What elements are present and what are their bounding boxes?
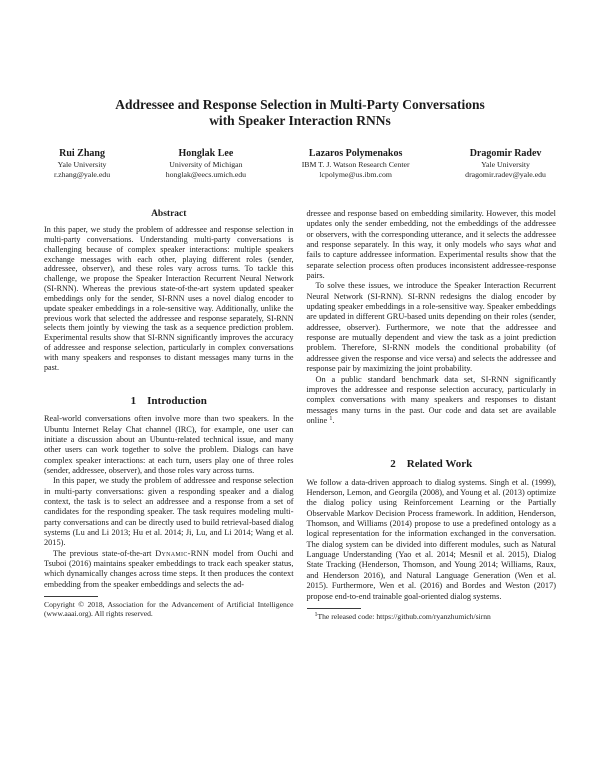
paragraph: Real-world conversations often involve more than two speakers. In the Ubuntu Internet Relay Chat channel (IRC), for example, one user can initiate a discussion about an Ubuntu-related technical issue, and many other users can work together to solve the problem. Dialogs can have complex speaker interactions: at each turn, users play one of three roles (sender, addressee, observer), and those roles vary across turns. — [44, 414, 294, 475]
author-name: Honglak Lee — [178, 148, 234, 159]
right-column — [307, 209, 557, 621]
author-block — [166, 148, 246, 179]
copyright-footnote — [44, 596, 294, 619]
author-affiliation: Yale University — [481, 160, 530, 169]
author-affiliation: University of Michigan — [169, 160, 243, 169]
paper-title-line1: Addressee and Response Selection in Multi-Party Conversations — [115, 97, 485, 112]
section-title: Related Work — [406, 458, 473, 471]
paragraph: To solve these issues, we introduce the Speaker Interaction Recurrent Neural Network (SI-RNN). SI-RNN redesigns the dialog encoder by updating speaker embeddings in a role-sensitive way. Speaker embeddings are updated in different GRU-based units depending on their roles (sender, addressee, observer). Furthermore, we note that the addressee and response are mutually dependent and view the task as a joint prediction problem. Therefore, SI-RNN models the conditional probability (of addressee given the response and vice versa) and selects the addressee and response pair by maximizing the joint probability. — [306, 281, 556, 374]
author-email: dragomir.radev@yale.edu — [465, 169, 546, 179]
paper-title-line2: with Speaker Interaction RNNs — [209, 112, 391, 128]
paper-title — [65, 97, 535, 128]
author-email: r.zhang@yale.edu — [54, 169, 111, 179]
author-name: Dragomir Radev — [469, 148, 542, 159]
section-heading-related-work — [307, 458, 557, 471]
two-column-body — [44, 209, 556, 621]
author-email: honglak@eecs.umich.edu — [165, 169, 247, 179]
footnote-rule — [44, 596, 98, 597]
released-code-footnote — [307, 608, 557, 621]
section-number: 1 — [130, 394, 137, 407]
paragraph: On a public standard benchmark data set, SI-RNN significantly improves the addressee and response selection accuracy, particularly in complex conversations with many speakers and responses to distant messages many turns in the past. Our code and data set are available online $^1$. — [306, 374, 556, 425]
abstract-heading: Abstract — [151, 209, 187, 219]
author-affiliation: Yale University — [57, 160, 107, 169]
paragraph: The previous state-of-the-art Dynamic-RNN model from Ouchi and Tsuboi (2016) maintains speaker embeddings to track each speaker status, which dynamically changes across time steps. It then produces the context embedding from the speaker embeddings and selects the ad- — [44, 548, 294, 589]
paragraph: dressee and response based on embedding similarity. However, this model updates only the sender embedding, not the embeddings of the addressee or observers, with the corresponding utterance, and it selects the addressee and response separately. In this way, it only models who says what and fails to capture addressee information. Experimental results show that the separate selection process often produces inconsistent addressee-response pairs. — [306, 209, 557, 281]
footnote-rule — [307, 608, 361, 609]
author-block — [465, 148, 546, 179]
author-email: lcpolyme@us.ibm.com — [319, 169, 392, 179]
left-column — [44, 209, 294, 621]
author-block — [302, 148, 410, 179]
paragraph: In this paper, we study the problem of addressee and response selection in multi-party conversations: given a responding speaker and a dialog context, the task is to select an addressee and a response from a set of candidates for the responding speaker. The task requires modeling multi-party conversations and can be directly used to build retrieval-based dialog systems (Lu and Li 2013; Hu et al. 2014; Ji, Lu, and Li 2014; Wang et al. 2015). — [44, 476, 294, 548]
section-heading-introduction — [44, 395, 294, 408]
author-block — [54, 148, 110, 179]
author-row — [54, 148, 546, 179]
copyright-note: Copyright © 2018, Association for the Advancement of Artificial Intelligence (www.aaai.org). All rights reserved. — [44, 600, 294, 619]
abstract-text: In this paper, we study the problem of addressee and response selection in multi-party conversations. Understanding multi-party conversations is challenging because of complex speaker interactions: multiple speakers exchange messages with each other, playing different roles (sender, addressee, observer), and these roles vary across turns. To tackle this challenge, we propose the Speaker Interaction Recurrent Neural Network (SI-RNN). Whereas the previous state-of-the-art system updated speaker embeddings only for the sender, SI-RNN uses a novel dialog encoder to update speaker embeddings in a role-sensitive way. Additionally, unlike the previous work that selected the addressee and response separately, SI-RNN selects them jointly by viewing the task as a sequence prediction problem. Experimental results show that SI-RNN significantly improves the accuracy of addressee and response selection, particularly in complex conversations with many speakers and responses to distant messages many turns in the past. — [44, 225, 294, 372]
author-name: Lazaros Polymenakos — [308, 148, 403, 159]
section-title: Introduction — [147, 394, 207, 407]
paragraph: We follow a data-driven approach to dialog systems. Singh et al. (1999), Henderson, Lemon, and Georgila (2008), and Young et al. (2013) optimize the dialog policy using Reinforcement Learning or the Partially Observable Markov Decision Process framework. In addition, Henderson, Thomson, and Williams (2014) propose to use a predefined ontology as a logical representation for the information exchanged in the conversation. The dialog system can be divided into different modules, such as Natural Language Understanding (Yao et al. 2014; Mesnil et al. 2015), Dialog State Tracking (Henderson, Thomson, and Young 2014; Williams, Raux, and Henderson 2016), and Natural Language Generation (Wen et al. 2015). Furthermore, Wen et al. (2016) and Bordes and Weston (2017) propose end-to-end trainable goal-oriented dialog systems. — [306, 477, 556, 601]
footnote-text: $^1$The released code: https://github.com/ryanzhumich/sirnn — [314, 611, 491, 621]
author-name: Rui Zhang — [59, 148, 105, 159]
section-number: 2 — [390, 458, 396, 471]
author-affiliation: IBM T. J. Watson Research Center — [301, 160, 410, 169]
